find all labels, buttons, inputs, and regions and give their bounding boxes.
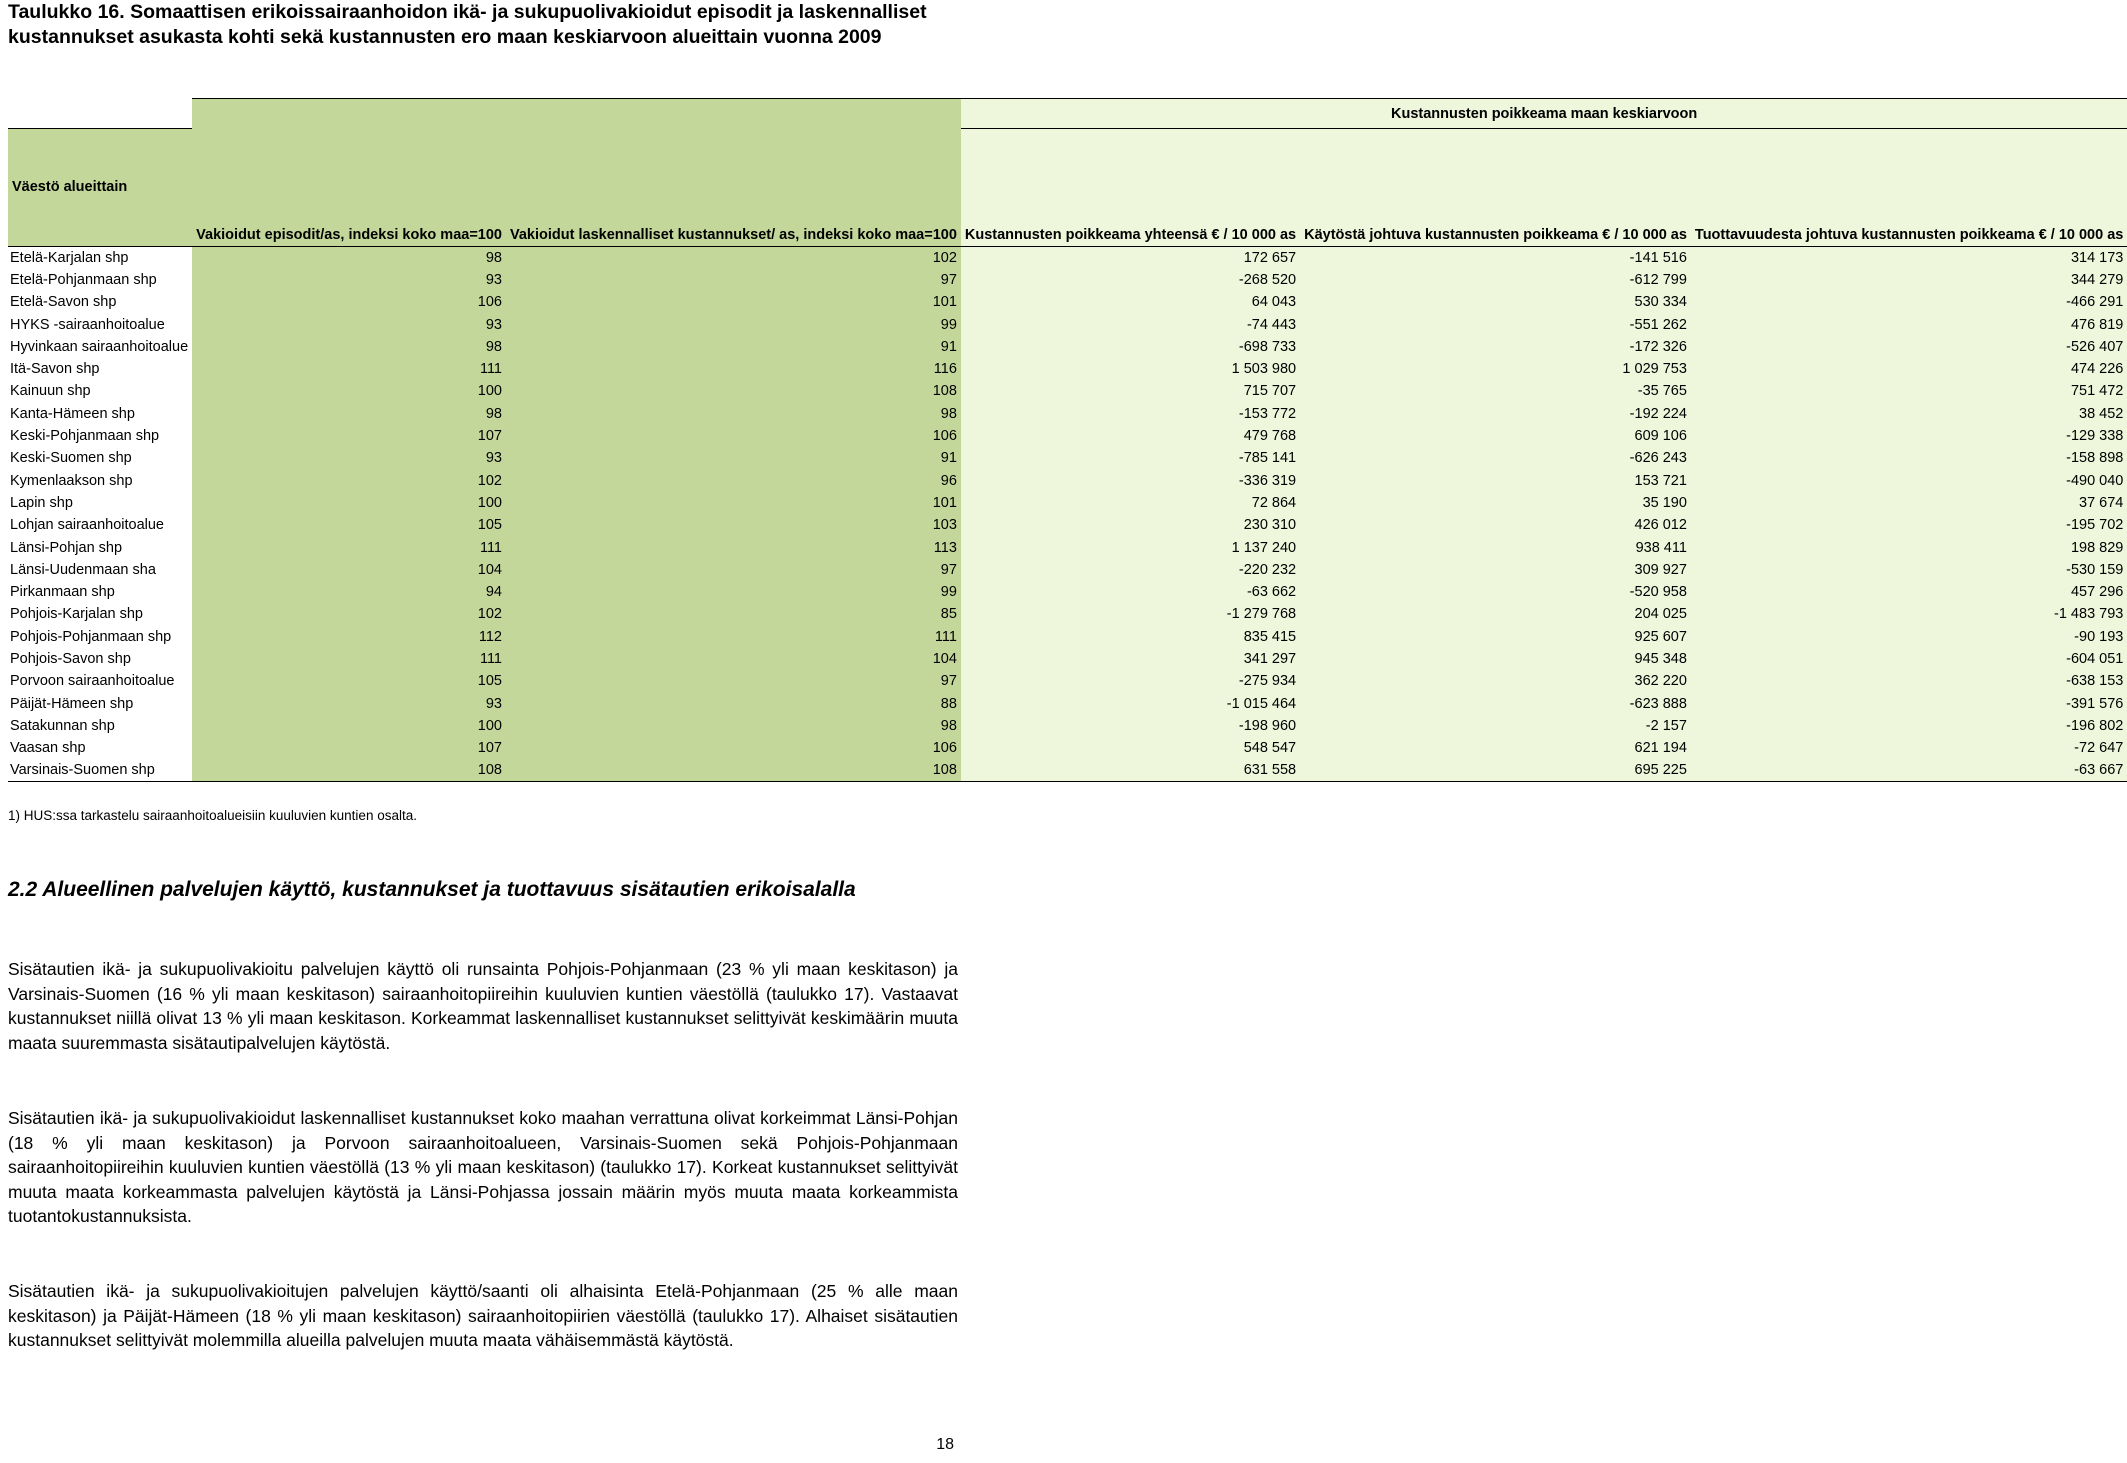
value-cell: 474 226 bbox=[1691, 358, 2127, 380]
region-name-cell: Kanta-Hämeen shp bbox=[10, 405, 135, 422]
value-cell: 548 547 bbox=[961, 737, 1300, 759]
value-cell: 97 bbox=[506, 559, 961, 581]
value-cell: -2 157 bbox=[1300, 715, 1691, 737]
value-cell: -612 799 bbox=[1300, 269, 1691, 291]
table-row bbox=[8, 559, 2127, 581]
region-name-cell: Päijät-Hämeen shp bbox=[10, 695, 134, 712]
region-name-cell: HYKS -sairaanhoitoalue bbox=[10, 316, 165, 333]
table-row bbox=[8, 425, 2127, 447]
data-table bbox=[8, 98, 2127, 782]
value-cell: 100 bbox=[192, 492, 506, 514]
value-cell: 85 bbox=[506, 603, 961, 625]
value-cell: 362 220 bbox=[1300, 670, 1691, 692]
value-cell: -526 407 bbox=[1691, 336, 2127, 358]
value-cell: 104 bbox=[506, 648, 961, 670]
value-cell: -490 040 bbox=[1691, 469, 2127, 491]
table-row bbox=[8, 603, 2127, 625]
value-cell: 609 106 bbox=[1300, 425, 1691, 447]
region-name-cell: Vaasan shp bbox=[10, 740, 86, 757]
value-cell: 695 225 bbox=[1300, 759, 1691, 781]
value-cell: -623 888 bbox=[1300, 692, 1691, 714]
region-name-cell: Länsi-Pohjan shp bbox=[10, 539, 123, 556]
value-cell: 111 bbox=[192, 536, 506, 558]
region-name-cell: Keski-Pohjanmaan shp bbox=[10, 428, 160, 445]
value-cell: 101 bbox=[506, 492, 961, 514]
value-cell: 105 bbox=[192, 670, 506, 692]
value-cell: 98 bbox=[192, 336, 506, 358]
column-header: Kustannusten poikkeama yhteensä € / 10 000 as bbox=[961, 129, 1300, 247]
value-cell: 309 927 bbox=[1300, 559, 1691, 581]
value-cell: -1 015 464 bbox=[961, 692, 1300, 714]
value-cell: 93 bbox=[192, 269, 506, 291]
region-name-cell: Pohjois-Savon shp bbox=[10, 650, 131, 667]
value-cell: -172 326 bbox=[1300, 336, 1691, 358]
table-row bbox=[8, 692, 2127, 714]
paragraph: Sisätautien ikä- ja sukupuolivakioidut laskennalliset kustannukset koko maahan verrattuna olivat korkeimmat Länsi-Pohjan (18 % yli maan keskitason) ja Porvoon sairaanhoitoalueen, Varsinais-Suomen sekä Pohjois-Pohjanmaan sairaanhoitopiireihin kuuluvien kuntien väestöllä (13 % yli maan keskitason) (taulukko 17). Korkeat kustannukset selittyivät muuta maata korkeammasta palvelujen käytöstä ja Länsi-Pohjassa jossain määrin myös muuta maata korkeammista tuotantokustannuksista. bbox=[8, 1108, 958, 1227]
value-cell: -275 934 bbox=[961, 670, 1300, 692]
table-row bbox=[8, 469, 2127, 491]
region-name-cell: Länsi-Uudenmaan sha bbox=[10, 561, 156, 578]
table-row bbox=[8, 715, 2127, 737]
value-cell: 106 bbox=[192, 291, 506, 313]
table-row bbox=[8, 336, 2127, 358]
value-cell: 97 bbox=[506, 269, 961, 291]
region-name-cell: Keski-Suomen shp bbox=[10, 450, 132, 467]
value-cell: -220 232 bbox=[961, 559, 1300, 581]
group-header: Kustannusten poikkeama maan keskiarvoon bbox=[961, 99, 2127, 129]
table-row bbox=[8, 581, 2127, 603]
value-cell: 37 674 bbox=[1691, 492, 2127, 514]
table-row bbox=[8, 247, 2127, 269]
value-cell: 108 bbox=[192, 759, 506, 781]
value-cell: 230 310 bbox=[961, 514, 1300, 536]
value-cell: 98 bbox=[506, 403, 961, 425]
value-cell: -336 319 bbox=[961, 469, 1300, 491]
value-cell: 945 348 bbox=[1300, 648, 1691, 670]
value-cell: 93 bbox=[192, 447, 506, 469]
value-cell: 621 194 bbox=[1300, 737, 1691, 759]
value-cell: -785 141 bbox=[961, 447, 1300, 469]
value-cell: 631 558 bbox=[961, 759, 1300, 781]
value-cell: -638 153 bbox=[1691, 670, 2127, 692]
table-row bbox=[8, 403, 2127, 425]
value-cell: 91 bbox=[506, 336, 961, 358]
column-header: Väestö alueittain bbox=[8, 129, 192, 247]
region-name-cell: Pirkanmaan shp bbox=[10, 584, 115, 601]
value-cell: 116 bbox=[506, 358, 961, 380]
column-header: Käytöstä johtuva kustannusten poikkeama € / 10 000 as bbox=[1300, 129, 1691, 247]
value-cell: 479 768 bbox=[961, 425, 1300, 447]
table-row bbox=[8, 648, 2127, 670]
value-cell: 98 bbox=[506, 715, 961, 737]
region-name-cell: Kainuun shp bbox=[10, 383, 91, 400]
region-name-cell: Hyvinkaan sairaanhoitoalue bbox=[10, 338, 189, 355]
value-cell: 98 bbox=[192, 403, 506, 425]
value-cell: 102 bbox=[506, 247, 961, 269]
value-cell: -63 662 bbox=[961, 581, 1300, 603]
paragraph: Sisätautien ikä- ja sukupuolivakioitujen palvelujen käyttö/saanti oli alhaisinta Etelä-Pohjanmaan (25 % alle maan keskitason) ja Päijät-Hämeen (18 % yli maan keskitason) sairaanhoitopiirien väestöllä (taulukko 17). Alhaiset sisätautien kustannukset selittyivät molemmilla alueilla palvelujen muuta maata vähäisemmästä käytöstä. bbox=[8, 1281, 958, 1351]
value-cell: 104 bbox=[192, 559, 506, 581]
value-cell: 100 bbox=[192, 715, 506, 737]
value-cell: 314 173 bbox=[1691, 247, 2127, 269]
value-cell: -153 772 bbox=[961, 403, 1300, 425]
value-cell: 100 bbox=[192, 380, 506, 402]
value-cell: 38 452 bbox=[1691, 403, 2127, 425]
table-row bbox=[8, 514, 2127, 536]
value-cell: -626 243 bbox=[1300, 447, 1691, 469]
value-cell: -551 262 bbox=[1300, 313, 1691, 335]
value-cell: 344 279 bbox=[1691, 269, 2127, 291]
value-cell: 153 721 bbox=[1300, 469, 1691, 491]
value-cell: 99 bbox=[506, 581, 961, 603]
value-cell: 925 607 bbox=[1300, 626, 1691, 648]
paragraph: Sisätautien ikä- ja sukupuolivakioitu palvelujen käyttö oli runsainta Pohjois-Pohjanmaan (23 % yli maan keskitason) ja Varsinais-Suomen (16 % yli maan keskitason) sairaanhoitopiireihin kuuluvien kuntien väestöllä (taulukko 17). Vastaavat kustannukset niillä olivat 13 % yli maan keskitason. Korkeammat laskennalliset kustannukset selittyivät keskimäärin muuta maata suuremmasta sisätautipalvelujen käytöstä. bbox=[8, 959, 958, 1053]
value-cell: -141 516 bbox=[1300, 247, 1691, 269]
value-cell: 88 bbox=[506, 692, 961, 714]
value-cell: 108 bbox=[506, 759, 961, 781]
region-name-cell: Itä-Savon shp bbox=[10, 361, 100, 378]
value-cell: 751 472 bbox=[1691, 380, 2127, 402]
table-row bbox=[8, 447, 2127, 469]
value-cell: -198 960 bbox=[961, 715, 1300, 737]
region-name-cell: Etelä-Pohjanmaan shp bbox=[10, 271, 157, 288]
table-row bbox=[8, 380, 2127, 402]
value-cell: 204 025 bbox=[1300, 603, 1691, 625]
table-row bbox=[8, 670, 2127, 692]
value-cell: 94 bbox=[192, 581, 506, 603]
column-header: Tuottavuudesta johtuva kustannusten poikkeama € / 10 000 as bbox=[1691, 129, 2127, 247]
region-name-cell: Lapin shp bbox=[10, 494, 73, 511]
value-cell: -530 159 bbox=[1691, 559, 2127, 581]
value-cell: 96 bbox=[506, 469, 961, 491]
value-cell: 102 bbox=[192, 469, 506, 491]
value-cell: 105 bbox=[192, 514, 506, 536]
value-cell: 35 190 bbox=[1300, 492, 1691, 514]
value-cell: 102 bbox=[192, 603, 506, 625]
value-cell: 457 296 bbox=[1691, 581, 2127, 603]
value-cell: 64 043 bbox=[961, 291, 1300, 313]
table-row bbox=[8, 737, 2127, 759]
region-name-cell: Porvoon sairaanhoitoalue bbox=[10, 673, 175, 690]
value-cell: -192 224 bbox=[1300, 403, 1691, 425]
region-name-cell: Lohjan sairaanhoitoalue bbox=[10, 517, 164, 534]
value-cell: -391 576 bbox=[1691, 692, 2127, 714]
column-header: Vakioidut laskennalliset kustannukset/ as, indeksi koko maa=100 bbox=[506, 129, 961, 247]
value-cell: 112 bbox=[192, 626, 506, 648]
value-cell: 198 829 bbox=[1691, 536, 2127, 558]
value-cell: -196 802 bbox=[1691, 715, 2127, 737]
value-cell: 476 819 bbox=[1691, 313, 2127, 335]
page-number: 18 bbox=[936, 1436, 954, 1453]
table-row bbox=[8, 536, 2127, 558]
table-row bbox=[8, 291, 2127, 313]
value-cell: 107 bbox=[192, 425, 506, 447]
region-name-cell: Etelä-Karjalan shp bbox=[10, 249, 129, 266]
value-cell: 93 bbox=[192, 692, 506, 714]
table-row bbox=[8, 313, 2127, 335]
value-cell: 835 415 bbox=[961, 626, 1300, 648]
value-cell: -268 520 bbox=[961, 269, 1300, 291]
section-title: 2.2 Alueellinen palvelujen käyttö, kustannukset ja tuottavuus sisätautien erikoisalalla bbox=[8, 878, 856, 901]
value-cell: 111 bbox=[192, 648, 506, 670]
value-cell: 97 bbox=[506, 670, 961, 692]
value-cell: -195 702 bbox=[1691, 514, 2127, 536]
value-cell: -129 338 bbox=[1691, 425, 2127, 447]
value-cell: 72 864 bbox=[961, 492, 1300, 514]
value-cell: 1 503 980 bbox=[961, 358, 1300, 380]
value-cell: 93 bbox=[192, 313, 506, 335]
value-cell: -74 443 bbox=[961, 313, 1300, 335]
value-cell: 99 bbox=[506, 313, 961, 335]
value-cell: 111 bbox=[192, 358, 506, 380]
table-caption: Taulukko 16. Somaattisen erikoissairaanhoidon ikä- ja sukupuolivakioidut episodit ja laskennalliset kustannukset asukasta kohti sekä kustannusten ero maan keskiarvoon alueittain vuonna 2009 bbox=[8, 1, 927, 48]
value-cell: -604 051 bbox=[1691, 648, 2127, 670]
value-cell: -1 279 768 bbox=[961, 603, 1300, 625]
region-name-cell: Pohjois-Pohjanmaan shp bbox=[10, 628, 172, 645]
table-row bbox=[8, 358, 2127, 380]
value-cell: -158 898 bbox=[1691, 447, 2127, 469]
table-row bbox=[8, 269, 2127, 291]
value-cell: 106 bbox=[506, 425, 961, 447]
value-cell: 426 012 bbox=[1300, 514, 1691, 536]
value-cell: 172 657 bbox=[961, 247, 1300, 269]
value-cell: -90 193 bbox=[1691, 626, 2127, 648]
value-cell: -466 291 bbox=[1691, 291, 2127, 313]
footnote: 1) HUS:ssa tarkastelu sairaanhoitoalueisiin kuuluvien kuntien osalta. bbox=[8, 808, 417, 823]
value-cell: 91 bbox=[506, 447, 961, 469]
value-cell: -35 765 bbox=[1300, 380, 1691, 402]
value-cell: 1 029 753 bbox=[1300, 358, 1691, 380]
value-cell: 530 334 bbox=[1300, 291, 1691, 313]
value-cell: 938 411 bbox=[1300, 536, 1691, 558]
table-row bbox=[8, 759, 2127, 781]
region-name-cell: Pohjois-Karjalan shp bbox=[10, 606, 143, 623]
region-name-cell: Satakunnan shp bbox=[10, 717, 115, 734]
table-row bbox=[8, 626, 2127, 648]
value-cell: 108 bbox=[506, 380, 961, 402]
value-cell: 111 bbox=[506, 626, 961, 648]
value-cell: 107 bbox=[192, 737, 506, 759]
value-cell: 341 297 bbox=[961, 648, 1300, 670]
value-cell: 1 137 240 bbox=[961, 536, 1300, 558]
value-cell: 113 bbox=[506, 536, 961, 558]
column-header: Vakioidut episodit/as, indeksi koko maa=100 bbox=[192, 129, 506, 247]
value-cell: 106 bbox=[506, 737, 961, 759]
value-cell: -63 667 bbox=[1691, 759, 2127, 781]
value-cell: -698 733 bbox=[961, 336, 1300, 358]
value-cell: 715 707 bbox=[961, 380, 1300, 402]
region-name-cell: Varsinais-Suomen shp bbox=[8, 759, 192, 781]
table-body bbox=[8, 247, 2127, 782]
value-cell: -1 483 793 bbox=[1691, 603, 2127, 625]
value-cell: 103 bbox=[506, 514, 961, 536]
region-name-cell: Kymenlaakson shp bbox=[10, 472, 133, 489]
value-cell: 98 bbox=[192, 247, 506, 269]
region-name-cell: Etelä-Savon shp bbox=[10, 294, 117, 311]
value-cell: -72 647 bbox=[1691, 737, 2127, 759]
table-row bbox=[8, 492, 2127, 514]
value-cell: -520 958 bbox=[1300, 581, 1691, 603]
value-cell: 101 bbox=[506, 291, 961, 313]
